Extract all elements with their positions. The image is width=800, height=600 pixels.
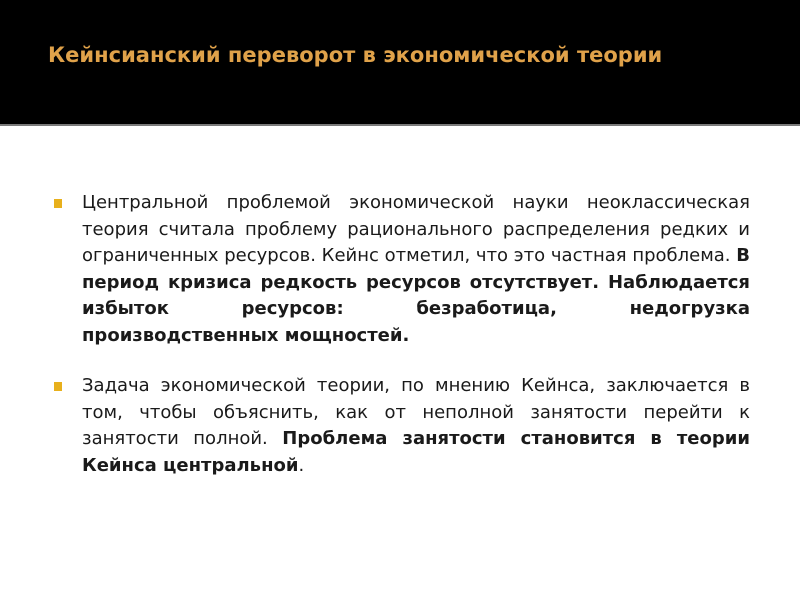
slide-body [48,190,750,479]
bullet-text: Задача экономической теории, по мнению Кейнса, заключается в том, чтобы объяснить, как от неполной занятости перейти к занятости полной. [82,375,750,449]
bullet-tail-text: . [298,454,305,476]
square-bullet-icon [54,199,62,208]
header-divider [0,124,800,126]
bullet-bold-text: Проблема занятости становится в теории Кейнса центральной [82,428,750,476]
slide-title: Кейнсианский переворот в экономической теории [48,43,663,67]
square-bullet-icon [54,382,62,391]
bullet-bold-text: В период кризиса редкость ресурсов отсутствует. Наблюдается избыток ресурсов: безработица, недогрузка производственных мощностей. [82,245,750,346]
bullet-text: Центральной проблемой экономической науки неоклассическая теория считала проблему рационального распределения редких и ограниченных ресурсов. Кейнс отметил, что это частная проблема. [82,192,750,266]
slide-header [0,0,800,124]
bullet-item [48,373,750,479]
bullet-item [48,190,750,349]
